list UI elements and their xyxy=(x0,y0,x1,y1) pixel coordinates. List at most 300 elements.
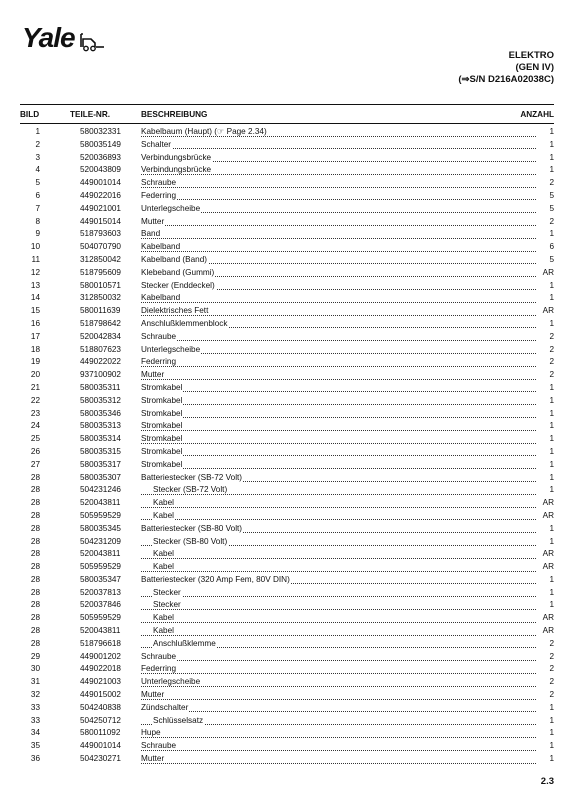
part-number-cell: 505959529 xyxy=(80,613,121,623)
table-row xyxy=(20,369,554,382)
description-cell xyxy=(141,369,536,382)
table-row xyxy=(20,254,554,267)
description-text: Anschlußklemme xyxy=(153,638,216,648)
part-number-cell: 520043811 xyxy=(80,626,121,636)
part-number-cell: 937100902 xyxy=(80,370,121,380)
table-row xyxy=(20,727,554,740)
quantity-cell: AR xyxy=(542,613,554,623)
table-row xyxy=(20,740,554,753)
table-row xyxy=(20,587,554,600)
description-cell xyxy=(141,676,536,689)
quantity-cell: 1 xyxy=(549,472,554,482)
part-number-cell: 580035311 xyxy=(80,382,121,392)
bild-cell: 14 xyxy=(30,293,40,303)
description-text: Batteriestecker (SB-72 Volt) xyxy=(141,472,243,482)
table-row xyxy=(20,139,554,152)
bild-cell: 12 xyxy=(30,267,40,277)
table-row xyxy=(20,420,554,433)
description-text: Anschlußklemmenblock xyxy=(141,318,228,328)
bild-cell: 9 xyxy=(35,229,40,239)
description-cell xyxy=(141,702,536,715)
quantity-cell: 5 xyxy=(549,203,554,213)
bild-cell: 18 xyxy=(30,344,40,354)
description-cell xyxy=(141,344,536,357)
table-row xyxy=(20,203,554,216)
bild-cell: 32 xyxy=(30,690,40,700)
quantity-cell: 1 xyxy=(549,229,554,239)
bild-cell: 27 xyxy=(30,459,40,469)
serial-number-range: (⇒S/N D216A02038C) xyxy=(458,74,554,85)
part-number-cell: 449021003 xyxy=(80,677,121,687)
description-text: Schraube xyxy=(141,741,177,751)
bild-cell: 15 xyxy=(30,306,40,316)
bild-cell: 30 xyxy=(30,664,40,674)
table-row xyxy=(20,510,554,523)
table-row xyxy=(20,472,554,485)
table-row xyxy=(20,523,554,536)
description-text: Schalter xyxy=(141,139,172,149)
description-cell xyxy=(141,638,536,651)
table-row xyxy=(20,280,554,293)
description-cell xyxy=(141,574,536,587)
bild-cell: 22 xyxy=(30,395,40,405)
description-cell xyxy=(141,663,536,676)
bild-cell: 7 xyxy=(35,203,40,213)
quantity-cell: 1 xyxy=(549,408,554,418)
description-cell xyxy=(141,267,536,280)
description-text: Kabel xyxy=(153,613,174,623)
part-number-cell: 580011092 xyxy=(80,728,121,738)
table-row xyxy=(20,574,554,587)
table-row xyxy=(20,663,554,676)
part-number-cell: 580035347 xyxy=(80,574,121,584)
table-row xyxy=(20,292,554,305)
description-text: Stecker xyxy=(153,600,181,610)
quantity-cell: 1 xyxy=(549,523,554,533)
bild-cell: 25 xyxy=(30,434,40,444)
description-cell xyxy=(141,497,536,510)
part-number-cell: 504231209 xyxy=(80,536,121,546)
part-number-cell: 520037846 xyxy=(80,600,121,610)
bild-cell: 31 xyxy=(30,677,40,687)
part-number-cell: 449001202 xyxy=(80,651,121,661)
description-cell xyxy=(141,612,536,625)
part-number-cell: 520043811 xyxy=(80,498,121,508)
table-row xyxy=(20,164,554,177)
part-number-cell: 518798642 xyxy=(80,318,121,328)
table-row xyxy=(20,177,554,190)
description-text: Kabelband xyxy=(141,242,181,252)
description-cell xyxy=(141,625,536,638)
table-row xyxy=(20,267,554,280)
description-text: Federring xyxy=(141,357,177,367)
part-number-cell: 449001014 xyxy=(80,741,121,751)
description-cell xyxy=(141,203,536,216)
part-number-cell: 504230271 xyxy=(80,754,121,764)
bild-cell: 33 xyxy=(30,715,40,725)
part-number-cell: 505959529 xyxy=(80,562,121,572)
quantity-cell: 1 xyxy=(549,152,554,162)
table-row xyxy=(20,318,554,331)
part-number-cell: 580035315 xyxy=(80,446,121,456)
table-row xyxy=(20,651,554,664)
description-text: Stecker (SB-80 Volt) xyxy=(153,536,228,546)
description-text: Kabelband (Band) xyxy=(141,254,208,264)
column-header-beschreibung: BESCHREIBUNG xyxy=(141,110,208,119)
section-title: ELEKTRO xyxy=(508,50,554,61)
description-cell xyxy=(141,139,536,152)
description-text: Batteriestecker (SB-80 Volt) xyxy=(141,523,243,533)
table-row xyxy=(20,561,554,574)
description-cell xyxy=(141,510,536,523)
description-cell xyxy=(141,446,536,459)
description-text: Zündschalter xyxy=(141,702,189,712)
quantity-cell: 1 xyxy=(549,587,554,597)
part-number-cell: 580010571 xyxy=(80,280,121,290)
table-header xyxy=(20,110,554,122)
table-row xyxy=(20,331,554,344)
bild-cell: 28 xyxy=(30,613,40,623)
description-text: Stecker (Enddeckel) xyxy=(141,280,215,290)
bild-cell: 23 xyxy=(30,408,40,418)
bild-cell: 5 xyxy=(35,178,40,188)
part-number-cell: 580035312 xyxy=(80,395,121,405)
description-text: Kabel xyxy=(153,498,174,508)
quantity-cell: 6 xyxy=(549,242,554,252)
quantity-cell: 1 xyxy=(549,165,554,175)
table-row xyxy=(20,216,554,229)
table-row xyxy=(20,395,554,408)
part-number-cell: 504231246 xyxy=(80,485,121,495)
table-row xyxy=(20,382,554,395)
quantity-cell: 1 xyxy=(549,728,554,738)
quantity-cell: 1 xyxy=(549,600,554,610)
table-row xyxy=(20,638,554,651)
quantity-cell: 2 xyxy=(549,331,554,341)
description-text: Stromkabel xyxy=(141,382,183,392)
bild-cell: 28 xyxy=(30,498,40,508)
quantity-cell: 2 xyxy=(549,216,554,226)
table-row xyxy=(20,459,554,472)
table-row xyxy=(20,612,554,625)
table-row xyxy=(20,356,554,369)
part-number-cell: 520037813 xyxy=(80,587,121,597)
section-header xyxy=(458,50,554,86)
description-text: Stecker (SB-72 Volt) xyxy=(153,485,228,495)
bild-cell: 35 xyxy=(30,741,40,751)
table-row xyxy=(20,190,554,203)
quantity-cell: 1 xyxy=(549,395,554,405)
description-text: Kabel xyxy=(153,549,174,559)
table-row xyxy=(20,305,554,318)
description-cell xyxy=(141,689,536,702)
description-text: Schraube xyxy=(141,178,177,188)
header-rule xyxy=(20,123,554,124)
description-text: Schraube xyxy=(141,331,177,341)
quantity-cell: 1 xyxy=(549,741,554,751)
description-cell xyxy=(141,536,536,549)
description-text: Kabelbaum (Haupt) (☞ Page 2.34) xyxy=(141,127,267,136)
description-cell xyxy=(141,561,536,574)
table-row xyxy=(20,548,554,561)
bild-cell: 8 xyxy=(35,216,40,226)
description-text: Kabelband xyxy=(141,293,181,303)
part-number-cell: 580035314 xyxy=(80,434,121,444)
description-text: Mutter xyxy=(141,216,165,226)
description-text: Stromkabel xyxy=(141,434,183,444)
quantity-cell: 1 xyxy=(549,293,554,303)
bild-cell: 28 xyxy=(30,485,40,495)
description-cell xyxy=(141,523,536,536)
quantity-cell: 2 xyxy=(549,651,554,661)
table-row xyxy=(20,715,554,728)
part-number-cell: 312850032 xyxy=(80,293,121,303)
column-header-anzahl: ANZAHL xyxy=(520,110,554,119)
yale-logo xyxy=(22,24,105,52)
description-text: Schlüsselsatz xyxy=(153,715,204,725)
quantity-cell: 1 xyxy=(549,318,554,328)
table-row xyxy=(20,599,554,612)
quantity-cell: 1 xyxy=(549,754,554,764)
part-number-cell: 449015014 xyxy=(80,216,121,226)
bild-cell: 6 xyxy=(35,190,40,200)
bild-cell: 24 xyxy=(30,421,40,431)
part-number-cell: 520036893 xyxy=(80,152,121,162)
bild-cell: 34 xyxy=(30,728,40,738)
bild-cell: 13 xyxy=(30,280,40,290)
description-text: Batteriestecker (320 Amp Fem, 80V DIN) xyxy=(141,574,290,584)
part-number-cell: 449022018 xyxy=(80,664,121,674)
description-cell xyxy=(141,484,536,497)
part-number-cell: 449001014 xyxy=(80,178,121,188)
description-text: Klebeband (Gummi) xyxy=(141,267,215,277)
part-number-cell: 580032331 xyxy=(80,127,121,136)
quantity-cell: 2 xyxy=(549,344,554,354)
quantity-cell: 2 xyxy=(549,178,554,188)
bild-cell: 4 xyxy=(35,165,40,175)
description-text: Kabel xyxy=(153,562,174,572)
description-text: Mutter xyxy=(141,370,165,380)
description-text: Stecker xyxy=(153,587,181,597)
description-cell xyxy=(141,420,536,433)
bild-cell: 28 xyxy=(30,638,40,648)
table-row xyxy=(20,408,554,421)
part-number-cell: 504070790 xyxy=(80,242,121,252)
description-text: Mutter xyxy=(141,754,165,764)
table-row xyxy=(20,126,554,139)
description-cell xyxy=(141,241,536,254)
part-number-cell: 504250712 xyxy=(80,715,121,725)
bild-cell: 28 xyxy=(30,574,40,584)
description-cell xyxy=(141,292,536,305)
forklift-icon xyxy=(79,30,105,52)
logo-text: Yale xyxy=(22,22,75,53)
quantity-cell: 2 xyxy=(549,677,554,687)
top-rule xyxy=(20,104,554,105)
part-number-cell: 580035307 xyxy=(80,472,121,482)
part-number-cell: 518807623 xyxy=(80,344,121,354)
quantity-cell: 2 xyxy=(549,370,554,380)
part-number-cell: 520043811 xyxy=(80,549,121,559)
part-number-cell: 520042834 xyxy=(80,331,121,341)
description-text: Hupe xyxy=(141,728,161,738)
bild-cell: 28 xyxy=(30,510,40,520)
quantity-cell: 1 xyxy=(549,715,554,725)
bild-cell: 11 xyxy=(31,254,40,264)
description-cell xyxy=(141,715,536,728)
description-cell xyxy=(141,587,536,600)
bild-cell: 28 xyxy=(30,587,40,597)
description-cell xyxy=(141,331,536,344)
quantity-cell: AR xyxy=(542,510,554,520)
quantity-cell: 1 xyxy=(549,446,554,456)
table-row xyxy=(20,497,554,510)
column-header-teile: TEILE-NR. xyxy=(70,110,111,119)
bild-cell: 36 xyxy=(30,754,40,764)
description-text: Schraube xyxy=(141,651,177,661)
page-number: 2.3 xyxy=(540,776,554,787)
quantity-cell: 1 xyxy=(549,485,554,495)
table-row xyxy=(20,676,554,689)
description-cell xyxy=(141,152,536,165)
bild-cell: 28 xyxy=(30,536,40,546)
description-text: Stromkabel xyxy=(141,459,183,469)
quantity-cell: 1 xyxy=(549,280,554,290)
bild-cell: 28 xyxy=(30,472,40,482)
description-cell xyxy=(141,753,536,766)
table-row xyxy=(20,484,554,497)
quantity-cell: 2 xyxy=(549,690,554,700)
column-header-bild: BILD xyxy=(20,110,40,119)
description-text: Stromkabel xyxy=(141,408,183,418)
description-text: Band xyxy=(141,229,161,239)
description-text: Verbindungsbrücke xyxy=(141,152,212,162)
description-cell xyxy=(141,318,536,331)
description-cell xyxy=(141,356,536,369)
description-cell xyxy=(141,727,536,740)
bild-cell: 17 xyxy=(30,331,40,341)
description-text: Unterlegscheibe xyxy=(141,344,201,354)
description-cell xyxy=(141,228,536,241)
description-cell xyxy=(141,177,536,190)
quantity-cell: AR xyxy=(542,306,554,316)
description-cell xyxy=(141,740,536,753)
part-number-cell: 449015002 xyxy=(80,690,121,700)
part-number-cell: 580035346 xyxy=(80,408,121,418)
table-row xyxy=(20,702,554,715)
description-cell xyxy=(141,164,536,177)
description-text: Federring xyxy=(141,664,177,674)
description-cell xyxy=(141,190,536,203)
description-text: Kabel xyxy=(153,626,174,636)
quantity-cell: 1 xyxy=(549,434,554,444)
quantity-cell: 1 xyxy=(549,127,554,136)
description-cell xyxy=(141,382,536,395)
table-row xyxy=(20,536,554,549)
description-cell xyxy=(141,599,536,612)
part-number-cell: 504240838 xyxy=(80,702,121,712)
bild-cell: 10 xyxy=(30,242,40,252)
bild-cell: 21 xyxy=(30,382,40,392)
quantity-cell: 5 xyxy=(549,190,554,200)
bild-cell: 20 xyxy=(30,370,40,380)
part-number-cell: 518796618 xyxy=(80,638,121,648)
part-number-cell: 580035317 xyxy=(80,459,121,469)
quantity-cell: 1 xyxy=(549,421,554,431)
quantity-cell: 2 xyxy=(549,638,554,648)
bild-cell: 26 xyxy=(30,446,40,456)
table-row xyxy=(20,689,554,702)
part-number-cell: 449022016 xyxy=(80,190,121,200)
part-number-cell: 505959529 xyxy=(80,510,121,520)
quantity-cell: 5 xyxy=(549,254,554,264)
part-number-cell: 518795609 xyxy=(80,267,121,277)
description-cell xyxy=(141,254,536,267)
part-number-cell: 449021001 xyxy=(80,203,121,213)
part-number-cell: 518793603 xyxy=(80,229,121,239)
bild-cell: 1 xyxy=(35,127,40,136)
description-cell xyxy=(141,548,536,561)
bild-cell: 16 xyxy=(30,318,40,328)
table-row xyxy=(20,152,554,165)
quantity-cell: AR xyxy=(542,562,554,572)
quantity-cell: 1 xyxy=(549,574,554,584)
description-cell xyxy=(141,216,536,229)
bild-cell: 28 xyxy=(30,626,40,636)
description-cell xyxy=(141,651,536,664)
description-cell xyxy=(141,395,536,408)
description-text: Stromkabel xyxy=(141,421,183,431)
quantity-cell: AR xyxy=(542,267,554,277)
part-number-cell: 580035149 xyxy=(80,139,121,149)
table-row xyxy=(20,625,554,638)
section-subtitle: (GEN IV) xyxy=(515,62,554,73)
table-row xyxy=(20,446,554,459)
description-cell xyxy=(141,433,536,446)
quantity-cell: AR xyxy=(542,626,554,636)
table-row xyxy=(20,753,554,766)
description-text: Dielektrisches Fett xyxy=(141,306,209,316)
quantity-cell: 2 xyxy=(549,357,554,367)
part-number-cell: 449022022 xyxy=(80,357,121,367)
description-text: Unterlegscheibe xyxy=(141,677,201,687)
quantity-cell: AR xyxy=(542,549,554,559)
quantity-cell: 2 xyxy=(549,664,554,674)
part-number-cell: 580011639 xyxy=(80,306,121,316)
table-row xyxy=(20,241,554,254)
description-text: Kabel xyxy=(153,510,174,520)
quantity-cell: 1 xyxy=(549,702,554,712)
description-cell xyxy=(141,408,536,421)
quantity-cell: 1 xyxy=(549,459,554,469)
bild-cell: 29 xyxy=(30,651,40,661)
bild-cell: 28 xyxy=(30,549,40,559)
bild-cell: 2 xyxy=(35,139,40,149)
description-text: Mutter xyxy=(141,690,165,700)
quantity-cell: 1 xyxy=(549,382,554,392)
description-text: Unterlegscheibe xyxy=(141,203,201,213)
table-row xyxy=(20,228,554,241)
bild-cell: 19 xyxy=(30,357,40,367)
table-row xyxy=(20,344,554,357)
description-text: Stromkabel xyxy=(141,446,183,456)
part-number-cell: 580035345 xyxy=(80,523,121,533)
bild-cell: 28 xyxy=(30,600,40,610)
part-number-cell: 520043809 xyxy=(80,165,121,175)
description-text: Verbindungsbrücke xyxy=(141,165,212,175)
bild-cell: 33 xyxy=(30,702,40,712)
description-cell xyxy=(141,280,536,293)
